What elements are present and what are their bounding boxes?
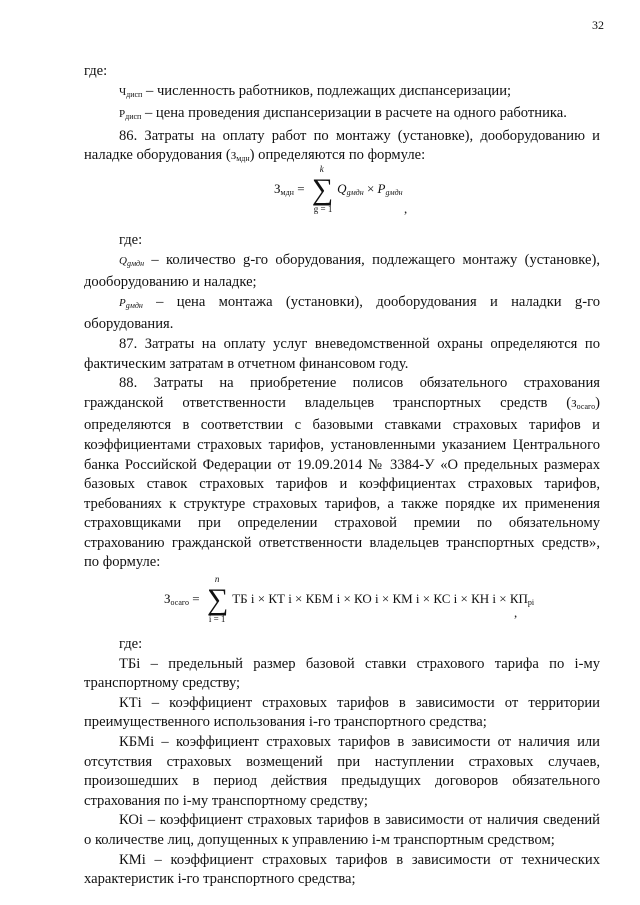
definition-km: КМi – коэффициент страховых тарифов в зависимости от технических характеристик i-го транспортного средства; <box>84 851 600 888</box>
paragraph-88: 88. Затраты на приобретение полисов обязательного страхования гражданской ответственности владельцев транспортных средств $(З_{осаго})$ определяются в соответствии с базовыми ставками страховых тарифов и коэффициентами страховых тарифов, установленными указанием Центрального банка Российской Федерации от 19.09.2014 № 3384-У «О предельных размерах базовых ставок страховых тарифов и коэффициентах страховых тарифов, требованиях к структуре страховых тарифов, а также порядке их применения страховщиками при определении страховой премии по обязательному страхованию гражданской ответственности владельцев транспортных средств», по формуле: <box>84 375 600 571</box>
definition-ko: КОi – коэффициент страховых тарифов в зависимости от наличия сведений о количестве лиц, допущенных к управлению i-м транспортным средством; <box>84 812 600 848</box>
symbol-zosago: $З_{осаго}$ <box>571 397 596 411</box>
definition-p: $Р_{дисп}$ – цена проведения диспансеризации в расчете на одного работника. <box>119 105 567 122</box>
definition-pg: $P_{gмдн}$ – цена монтажа (установки), дооборудования и наладки g-го оборудования. <box>84 293 600 333</box>
symbol-q: $Q_{gмдн}$ <box>119 254 145 268</box>
symbol-ch: $Ч_{дисп}$ <box>119 85 143 99</box>
definition-ch: $Ч_{дисп}$ – численность работников, подлежащих диспансеризации; <box>119 82 512 99</box>
symbol-p: $Р_{дисп}$ <box>119 108 142 122</box>
sum-sign-2: ∑ n i = 1 <box>206 574 229 625</box>
definition-tb: ТБi – предельный размер базовой ставки страхового тарифа по i-му транспортному средству; <box>84 655 600 692</box>
definition-q: $Q_{gмдн}$ – количество g-го оборудования, подлежащего монтажу (установке), дооборудованию и наладке; <box>84 251 600 291</box>
formula-mdn: $З_{мдн}$ = ∑ k g = 1 $Q_{gмдн} \times P_{gмдн}$ , <box>274 163 408 216</box>
definition-kt: КТi – коэффициент страховых тарифов в зависимости от территории преимущественного использования i-го транспортного средства; <box>84 694 600 731</box>
definition-kbm: КБМi – коэффициент страховых тарифов в зависимости от наличия или отсутствия страховых возмещений при наступлении страховых случаев, произошедших в период действия предыдущих договоров обязательного страхования по i-му транспортному средству; <box>84 734 600 809</box>
paragraph-87: 87. Затраты на оплату услуг вневедомственной охраны определяются по фактическим затратам в отчетном финансовом году. <box>84 335 600 372</box>
document-body <box>84 62 600 890</box>
symbol-zmdn: $З_{мдн}$ <box>230 150 250 164</box>
where-label: где: <box>84 63 108 79</box>
sum-sign: ∑ k g = 1 <box>311 163 334 214</box>
formula-osago: $З_{осаго}$ = ∑ n i = 1 ТБ i × КТ i × КБМ i × КО i × КМ i × КС i × КН $i \times КП_{рi}$ , <box>164 574 535 625</box>
page-number: 32 <box>592 18 604 32</box>
where-label-3: где: <box>119 636 143 653</box>
paragraph-86: 86. Затраты на оплату работ по монтажу (установке), дооборудованию и наладке оборудования $(З_{мдн})$ определяются по формуле: <box>84 127 600 164</box>
symbol-pg: $P_{gмдн}$ <box>119 296 143 310</box>
where-label-2: где: <box>119 231 143 248</box>
